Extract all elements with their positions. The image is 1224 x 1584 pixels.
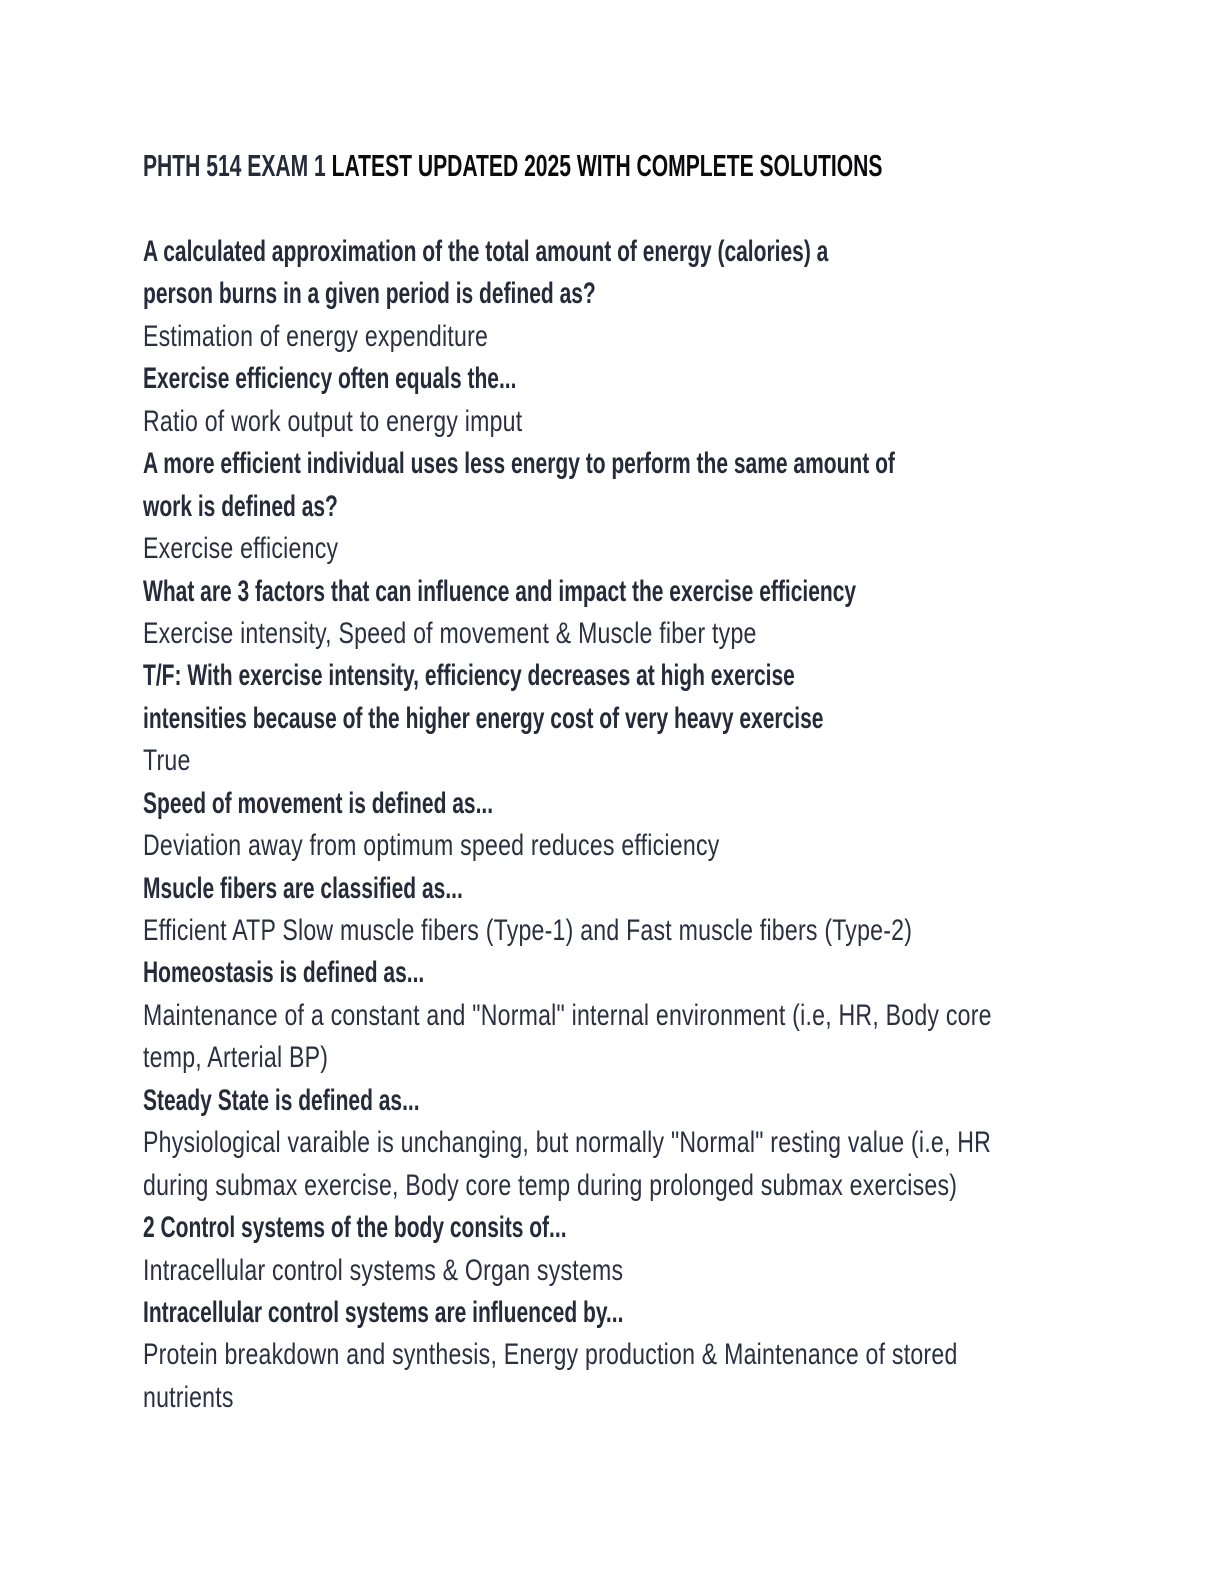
title-subtitle: LATEST UPDATED 2025 WITH COMPLETE SOLUTIONS — [331, 148, 883, 183]
answer-text: Exercise efficiency — [143, 532, 339, 566]
answer-text: temp, Arterial BP) — [143, 1041, 329, 1075]
qa-item — [143, 443, 1224, 570]
qa-item — [143, 1207, 1224, 1292]
answer-text: during submax exercise, Body core temp during prolonged submax exercises) — [143, 1168, 958, 1202]
answer-text: Deviation away from optimum speed reduces efficiency — [143, 829, 720, 863]
question-text: What are 3 factors that can influence and impact the exercise efficiency — [143, 574, 857, 608]
qa-item — [143, 358, 1224, 443]
question-text: Homeostasis is defined as... — [143, 956, 425, 990]
question-text: Speed of movement is defined as... — [143, 786, 494, 820]
question-text: Steady State is defined as... — [143, 1083, 420, 1117]
document-title — [143, 146, 882, 186]
question-text: A more efficient individual uses less energy to perform the same amount of — [143, 447, 895, 481]
qa-item — [143, 571, 1224, 656]
question-text: intensities because of the higher energy cost of very heavy exercise — [143, 701, 824, 735]
answer-text: Protein breakdown and synthesis, Energy production & Maintenance of stored — [143, 1338, 958, 1372]
answer-text: Physiological varaible is unchanging, but normally "Normal" resting value (i.e, HR — [143, 1126, 992, 1160]
qa-item — [143, 952, 1224, 1079]
answer-text: Maintenance of a constant and "Normal" internal environment (i.e, HR, Body core — [143, 998, 992, 1032]
answer-text: True — [143, 744, 191, 778]
answer-text: nutrients — [143, 1380, 234, 1414]
qa-item — [143, 655, 1224, 782]
qa-item — [143, 868, 1224, 953]
question-text: Intracellular control systems are influenced by... — [143, 1295, 624, 1329]
question-text: A calculated approximation of the total amount of energy (calories) a — [143, 235, 829, 268]
question-text: 2 Control systems of the body consits of... — [143, 1211, 567, 1245]
question-text: Msucle fibers are classified as... — [143, 871, 463, 905]
question-text: Exercise efficiency often equals the... — [143, 362, 517, 396]
title-course: PHTH 514 EXAM 1 — [143, 148, 332, 183]
question-text: person burns in a given period is defined as? — [143, 277, 596, 311]
qa-list — [143, 231, 1224, 1419]
answer-text: Estimation of energy expenditure — [143, 319, 489, 353]
answer-text: Intracellular control systems & Organ systems — [143, 1253, 624, 1287]
question-text: work is defined as? — [143, 489, 338, 523]
question-text: T/F: With exercise intensity, efficiency decreases at high exercise — [143, 659, 795, 693]
qa-item — [143, 1080, 1224, 1207]
qa-item — [143, 231, 1224, 358]
qa-item — [143, 1292, 1224, 1419]
answer-text: Ratio of work output to energy imput — [143, 404, 523, 438]
answer-text: Efficient ATP Slow muscle fibers (Type-1) and Fast muscle fibers (Type-2) — [143, 914, 913, 947]
answer-text: Exercise intensity, Speed of movement & Muscle fiber type — [143, 616, 757, 650]
qa-item — [143, 783, 1224, 868]
